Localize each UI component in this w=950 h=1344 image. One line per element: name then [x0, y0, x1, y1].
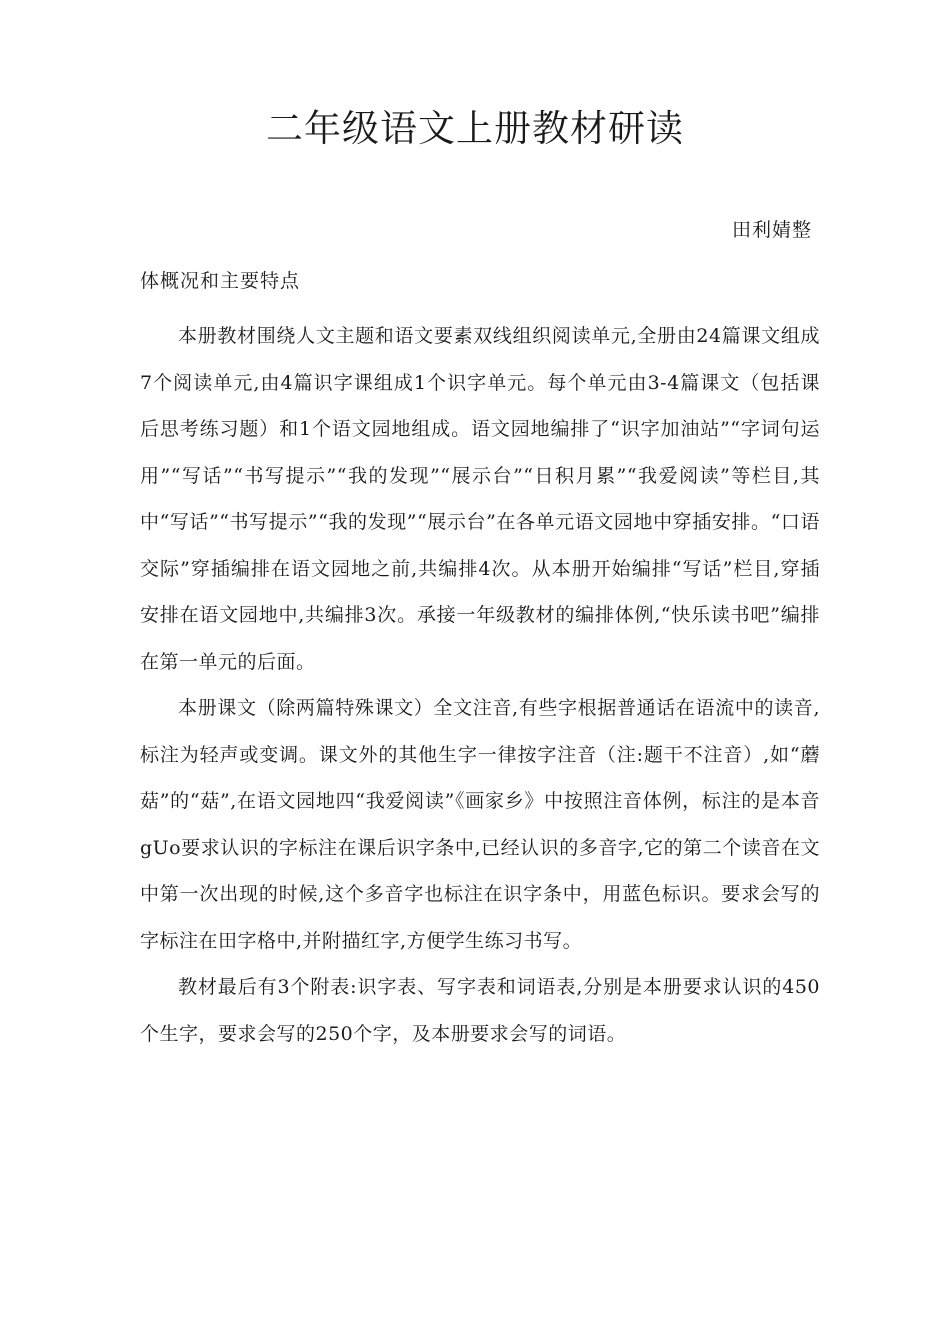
section-heading: 体概况和主要特点: [140, 270, 301, 292]
document-title: 二年级语文上册教材研读: [266, 107, 684, 150]
paragraph-3: 教材最后有3个附表:识字表、写字表和词语表,分别是本册要求认识的450个生字，要求会写的250个字，及本册要求会写的词语。: [140, 976, 820, 1045]
body-text: [140, 313, 820, 1057]
author-line: 田利婧整: [731, 219, 812, 241]
paragraph-2: 本册课文（除两篇特殊课文）全文注音,有些字根据普通话在语流中的读音,标注为轻声或变调。课文外的其他生字一律按字注音（注:题干不注音）,如“蘑菇”的“菇”,在语文园地四“我爱阅读”《画家乡》中按照注音体例，标注的是本音gUo要求认识的字标注在课后识字条中,已经认识的多音字,它的第二个读音在文中第一次出现的时候,这个多音字也标注在识字条中，用蓝色标识。要求会写的字标注在田字格中,并附描红字,方便学生练习书写。: [140, 697, 820, 952]
paragraph-1: 本册教材围绕人文主题和语文要素双线组织阅读单元,全册由24篇课文组成7个阅读单元,由4篇识字课组成1个识字单元。每个单元由3-4篇课文（包括课后思考练习题）和1个语文园地组成。语文园地编排了“识字加油站”“字词句运用”“写话”“书写提示”“我的发现”“展示台”“日积月累”“我爱阅读”等栏目,其中“写话”“书写提示”“我的发现”“展示台”在各单元语文园地中穿插安排。“口语交际”穿插编排在语文园地之前,共编排4次。从本册开始编排“写话”栏目,穿插安排在语文园地中,共编排3次。承接一年级教材的编排体例,“快乐读书吧”编排在第一单元的后面。: [140, 325, 820, 673]
